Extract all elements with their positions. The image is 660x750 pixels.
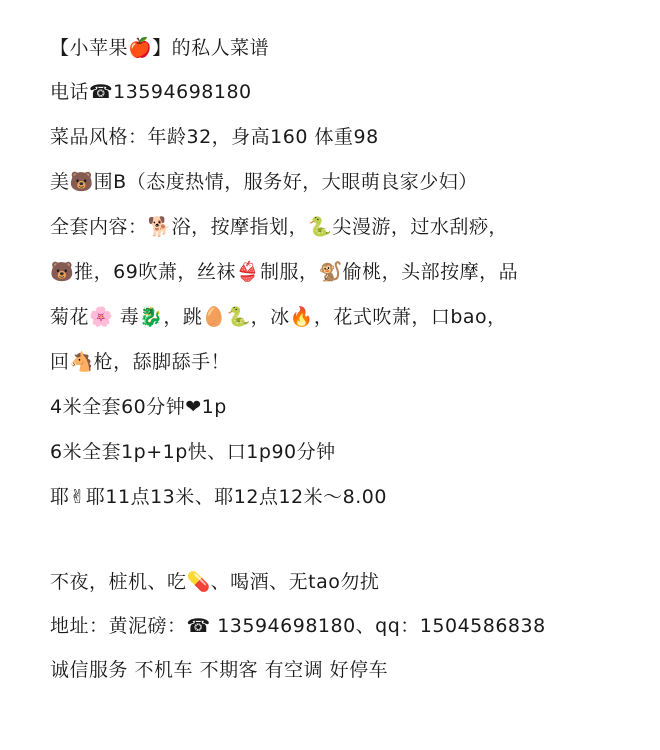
document-title-line: 【小苹果🍎】的私人菜谱 <box>50 37 270 59</box>
document-line-phone: 电话☎13594698180 <box>50 81 252 103</box>
document-line-description: 美🐻围B（态度热情，服务好，大眼萌良家少妇） <box>50 171 478 193</box>
document-line-services-4: 回🐴枪，舔脚舔手！ <box>50 351 231 373</box>
document-line-services-1: 全套内容：🐕浴，按摩指划，🐍尖漫游，过水刮痧， <box>50 216 508 238</box>
document-line-address: 地址：黄泥磅：☎ 13594698180、qq：1504586838 <box>50 615 546 637</box>
document-line-price-3: 耶✌耶11点13米、耶12点12米～8.00 <box>50 486 387 508</box>
document-line-price-1: 4米全套60分钟❤1p <box>50 396 227 418</box>
document-line-price-2: 6米全套1p+1p快、口1p90分钟 <box>50 441 336 463</box>
document-line-notes: 不夜，桩机、吃💊、喝酒、无tao勿扰 <box>50 571 380 593</box>
document-line-footer: 诚信服务 不机车 不期客 有空调 好停车 <box>50 659 389 681</box>
document-line-style: 菜品风格：年龄32，身高160 体重98 <box>50 126 379 148</box>
paragraph-spacer <box>50 520 620 560</box>
document-line-services-2: 🐻推，69吹萧，丝袜👙制服，🐒偷桃，头部按摩，品 <box>50 261 519 283</box>
document-line-services-3: 菊花🌸 毒🐉，跳🥚🐍，冰🔥，花式吹萧，口bao， <box>50 306 507 328</box>
